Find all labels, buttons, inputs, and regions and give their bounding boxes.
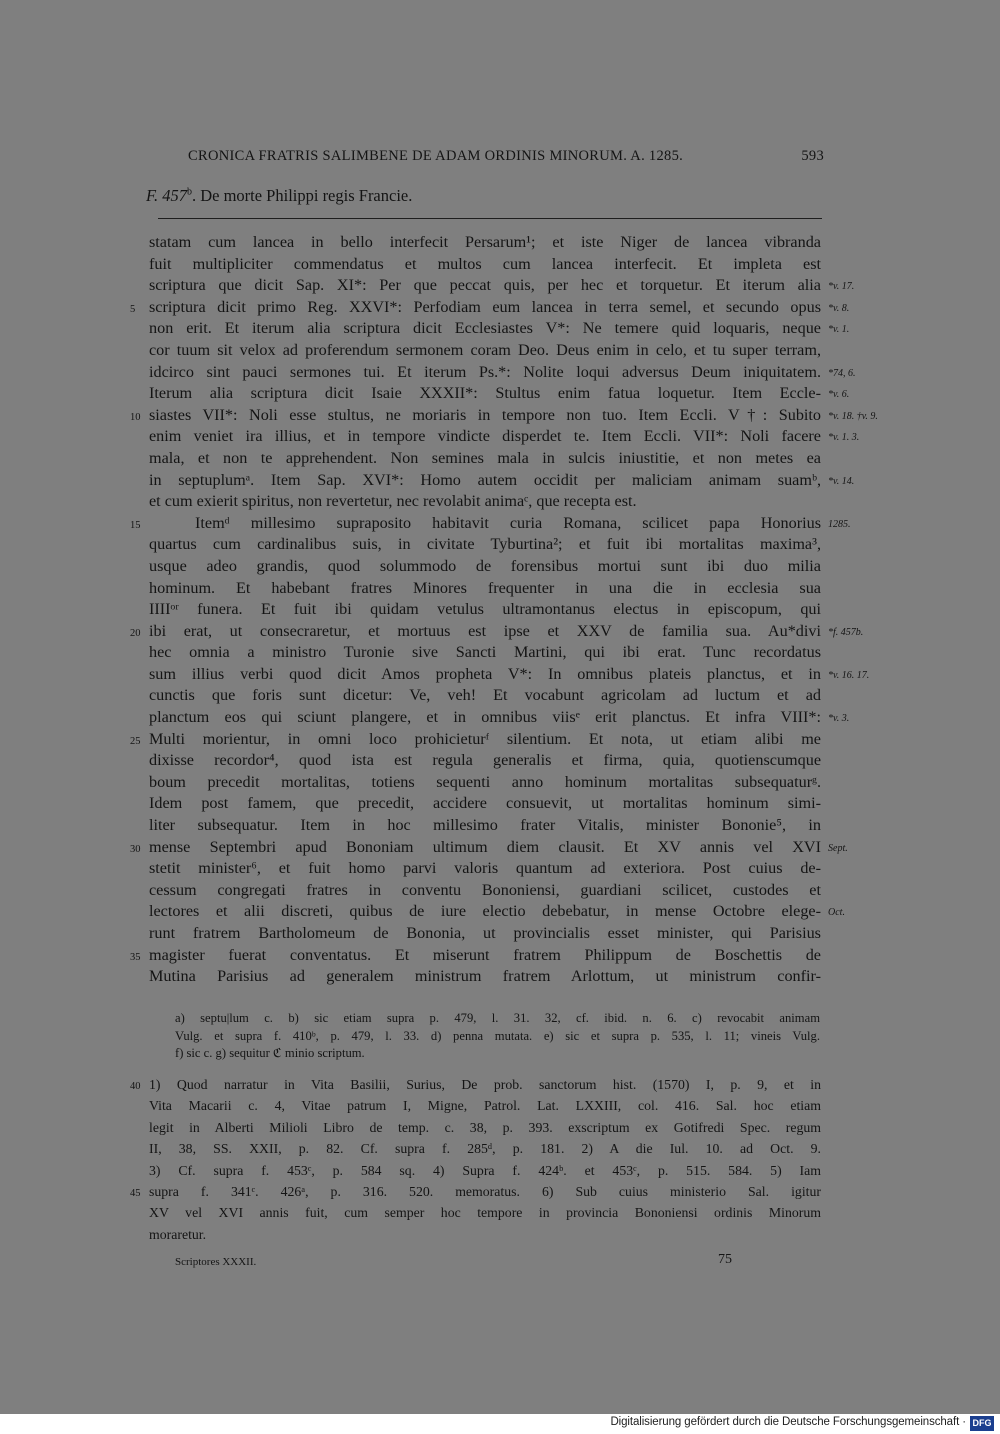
margin-note: Oct. [828, 907, 845, 919]
line-number: 5 [130, 303, 136, 315]
body-line-text: in septuplumᵃ. Item Sap. XVI*: Homo autem occidit per maliciam animam suamᵇ, [149, 470, 821, 489]
body-line-text: Iterum alia scriptura dicit Isaie XXXII*: Stultus enim fatua loquetur. Item Eccle- [149, 384, 821, 403]
margin-note: Sept. [828, 842, 848, 854]
dfg-credit-text: Digitalisierung gefördert durch die Deutsche Forschungsgemeinschaft · [610, 1416, 966, 1428]
body-line-text: magister fuerat conventatus. Et miserunt fratrem Philippum de Boschettis de [149, 945, 821, 964]
footnote-line [0, 1074, 1000, 1095]
dfg-logo-icon: DFG [970, 1416, 994, 1431]
line-number: 30 [130, 843, 141, 855]
body-line-text: cunctis que foris sunt dicetur: Ve, veh! Et vocabunt agricolam ad luctum et ad [149, 686, 821, 705]
footnotes [0, 1074, 1000, 1245]
body-text [0, 232, 1000, 988]
body-line [0, 383, 1000, 405]
margin-note: *v. 16. 17. [828, 669, 870, 681]
line-number: 40 [130, 1081, 141, 1092]
section-heading [146, 186, 412, 206]
body-line [0, 340, 1000, 362]
body-line-text: IIIIᵒʳ funera. Et fuit ibi quidam vetulus ultramontanus electus in episcopum, qui [149, 600, 821, 619]
body-line-text: Itemᵈ millesimo supraposito habitavit curia Romana, scilicet papa Honorius [195, 513, 821, 532]
body-line-text: boum precedit mortalitas, totiens sequenti anno hominum mortalitas subsequaturᵍ. [149, 772, 821, 791]
body-line [0, 707, 1000, 729]
footnote-line-text: 1) Quod narratur in Vita Basilii, Surius, De prob. sanctorum hist. (1570) I, p. 9, et in [149, 1077, 821, 1092]
body-line [0, 362, 1000, 384]
critical-note-line [0, 1028, 1000, 1046]
body-line-text: usque adeo grandis, quod solummodo de forensibus mortui sunt ibi duo milia [149, 556, 821, 575]
line-number: 35 [130, 951, 141, 963]
critical-note-line [0, 1045, 1000, 1063]
margin-note: *74, 6. [828, 367, 856, 379]
body-line-text: planctum eos qui sciunt plangere, et in omnibus viisᵉ erit planctus. Et infra VIII*: [149, 708, 821, 727]
dfg-credit-bar [0, 1414, 1000, 1434]
body-line [0, 901, 1000, 923]
folio-number: 75 [718, 1252, 732, 1267]
margin-note: *v. 17. [828, 281, 855, 293]
signature-mark: Scriptores XXXII. [175, 1256, 257, 1268]
footnote-line [0, 1202, 1000, 1223]
body-line [0, 254, 1000, 276]
body-line [0, 448, 1000, 470]
body-line-text: non erit. Et iterum alia scriptura dicit Ecclesiastes V*: Ne temere quid loquaris, neque [149, 319, 821, 338]
body-line-text: enim veniet ira illius, et in tempore vindicte disperdet te. Item Eccli. VII*: Noli facere [149, 427, 821, 446]
body-line [0, 837, 1000, 859]
body-line [0, 275, 1000, 297]
body-line [0, 599, 1000, 621]
critical-note-line [0, 1010, 1000, 1028]
body-line-text: mense Septembri apud Bononiam ultimum diem clausit. Et XV annis vel XVI [149, 837, 821, 856]
body-line-text: statam cum lancea in bello interfecit Persarum¹; et iste Niger de lancea vibranda [149, 233, 821, 251]
body-line [0, 297, 1000, 319]
body-line [0, 923, 1000, 945]
body-line-text: hominum. Et habebant fratres Minores frequenter in una die in ecclesia sua [149, 578, 821, 597]
margin-note: *v. 1. 3. [828, 432, 860, 444]
body-line [0, 772, 1000, 794]
body-line [0, 750, 1000, 772]
footnote-line [0, 1095, 1000, 1116]
body-line [0, 470, 1000, 492]
footnote-line-text: supra f. 341ᶜ. 426ᵃ, p. 316. 520. memoratus. 6) Sub cuius ministerio Sal. igitur [149, 1183, 821, 1199]
body-line [0, 664, 1000, 686]
footnote-line [0, 1181, 1000, 1202]
body-line-text: sum illius verbi quod dicit Amos propheta V*: In omnibus plateis planctus, et in [149, 664, 821, 683]
body-line [0, 858, 1000, 880]
line-number: 20 [130, 627, 141, 639]
page-number: 593 [801, 148, 824, 164]
body-line-text: cor tuum sit velox ad proferendum sermonem coram Deo. Deus enim in celo, et tu super terram, [149, 340, 821, 359]
footnote-line-text: Vita Macarii c. 4, Vitae patrum I, Migne, Patrol. Lat. LXXIII, col. 416. Sal. hoc etiam [149, 1098, 821, 1114]
body-line [0, 945, 1000, 967]
running-header [188, 148, 824, 165]
margin-note: *v. 1. [828, 324, 850, 336]
folio-ref-sup: b [186, 186, 192, 198]
folio-ref: F. 457 [146, 186, 187, 205]
body-line [0, 556, 1000, 578]
body-line-text: dixisse recordor⁴, quod ista est regula generalis et firma, quia, quotienscumque [149, 751, 821, 770]
critical-note-text: Vulg. et supra f. 410ᵇ, p. 479, l. 33. d) penna mutata. e) sic et supra p. 535, l. 11; vineis Vulg. [175, 1028, 820, 1043]
footnote-line-text: II, 38, SS. XXII, p. 82. Cf. supra f. 285ᵈ, p. 181. 2) A die Iul. 10. ad Oct. 9. [149, 1141, 821, 1157]
body-line [0, 534, 1000, 556]
footnote-line-text: legit in Alberti Milioli Libro de temp. c. 38, p. 393. exscriptum ex Gotifredi Spec. regum [149, 1119, 821, 1135]
body-line-text: quartus cum cardinalibus suis, in civitate Tyburtina²; et fuit ibi mortalitas maxima³, [149, 535, 821, 554]
footnote-line [0, 1117, 1000, 1138]
header-rule [158, 218, 822, 219]
footnote-line [0, 1138, 1000, 1159]
body-line [0, 815, 1000, 837]
body-line [0, 685, 1000, 707]
body-line [0, 729, 1000, 751]
margin-note: 1285. [828, 518, 851, 530]
body-line-text: fuit multipliciter commendatus et multos cum lancea interfecit. Et impleta est [149, 254, 821, 273]
body-line-text: siastes VII*: Noli esse stultus, ne moriaris in tempore non tuo. Item Eccli. V†: Subito [149, 405, 821, 424]
critical-note-text: a) septu|lum c. b) sic etiam supra p. 479, l. 31. 32, cf. ibid. n. 6. c) revocabit animam [175, 1011, 820, 1025]
margin-note: *v. 14. [828, 475, 855, 487]
critical-note-text: f) sic c. g) sequitur ℭ minio scriptum. [175, 1046, 365, 1061]
footnote-line-text: moraretur. [149, 1226, 207, 1242]
body-line [0, 966, 1000, 988]
margin-note: *v. 8. [828, 302, 850, 314]
body-line [0, 642, 1000, 664]
body-line-text: scriptura que dicit Sap. XI*: Per que peccat quis, per hec et torquetur. Et iterum alia [149, 276, 821, 295]
line-number: 10 [130, 411, 141, 423]
body-line-text: stetit minister⁶, et fuit homo parvi valoris quantum ad exteriora. Post cuius de- [149, 859, 821, 878]
body-line-text: liter subsequatur. Item in hoc millesimo frater Vitalis, minister Bononie⁵, in [149, 816, 821, 835]
line-number: 15 [130, 519, 141, 531]
body-line [0, 232, 1000, 254]
footnote-line-text: XV vel XVI annis fuit, cum semper hoc tempore in provincia Bononiensi ordinis Minorum [149, 1205, 821, 1221]
body-line [0, 793, 1000, 815]
body-line-text: scriptura dicit primo Reg. XXVI*: Perfodiam eum lancea in terra semel, et secundo opus [149, 297, 821, 316]
body-line-text: Multi morientur, in omni loco prohicieturᶠ silentium. Et nota, ut etiam alibi me [149, 729, 821, 748]
body-line [0, 880, 1000, 902]
body-line [0, 491, 1000, 513]
body-line-text: Mutina Parisius ad generalem ministrum fratrem Arlottum, ut ministrum confir- [149, 967, 821, 986]
body-line-text: Idem post famem, que precedit, accidere consuevit, ut mortalitas hominum simi- [149, 794, 821, 813]
footnote-line [0, 1224, 1000, 1245]
body-line-text: lectores et alii discreti, quibus de iure electio debebatur, in mense Octobre elege- [149, 902, 821, 921]
margin-note: *v. 6. [828, 389, 850, 401]
line-number: 45 [130, 1187, 141, 1199]
body-line-text: runt fratrem Bartholomeum de Bononia, ut provincialis esset minister, qui Parisius [149, 924, 821, 942]
margin-note: *v. 3. [828, 713, 850, 725]
body-line-text: ibi erat, ut consecraretur, et mortuus est ipse et XXV de familia sua. Au*divi [149, 621, 821, 640]
footnote-line-text: 3) Cf. supra f. 453ᶜ, p. 584 sq. 4) Supra f. 424ᵇ. et 453ᶜ, p. 515. 584. 5) Iam [149, 1162, 821, 1178]
body-line [0, 405, 1000, 427]
body-line [0, 426, 1000, 448]
margin-note: *f. 457b. [828, 626, 864, 638]
body-line [0, 513, 1000, 535]
body-line-text: mala, et non te apprehendent. Non semines mala in sulcis iniustitie, et non metes ea [149, 448, 821, 467]
body-line [0, 578, 1000, 600]
body-line-text: hec omnia a ministro Turonie sive Sancti Martini, qui ibi erat. Tunc recordatus [149, 643, 821, 662]
body-line [0, 621, 1000, 643]
body-line-text: et cum exierit spiritus, non revertetur, nec revolabit animaᶜ, que recepta est. [149, 492, 637, 511]
body-line-text: idcirco sint pauci sermones tui. Et iterum Ps.*: Nolite loqui adversus Deum iniquitatem. [149, 362, 821, 381]
critical-apparatus [0, 1010, 1000, 1063]
body-line [0, 318, 1000, 340]
line-number: 25 [130, 735, 141, 747]
running-title: CRONICA FRATRIS SALIMBENE DE ADAM ORDINIS MINORUM. A. 1285. [188, 148, 684, 164]
footnote-line [0, 1160, 1000, 1181]
section-title: . De morte Philippi regis Francie. [191, 186, 413, 205]
margin-note: *v. 18. †v. 9. [828, 410, 878, 422]
body-line-text: cessum congregati fratres in conventu Bononiensi, guardiani scilicet, custodes et [149, 880, 821, 899]
